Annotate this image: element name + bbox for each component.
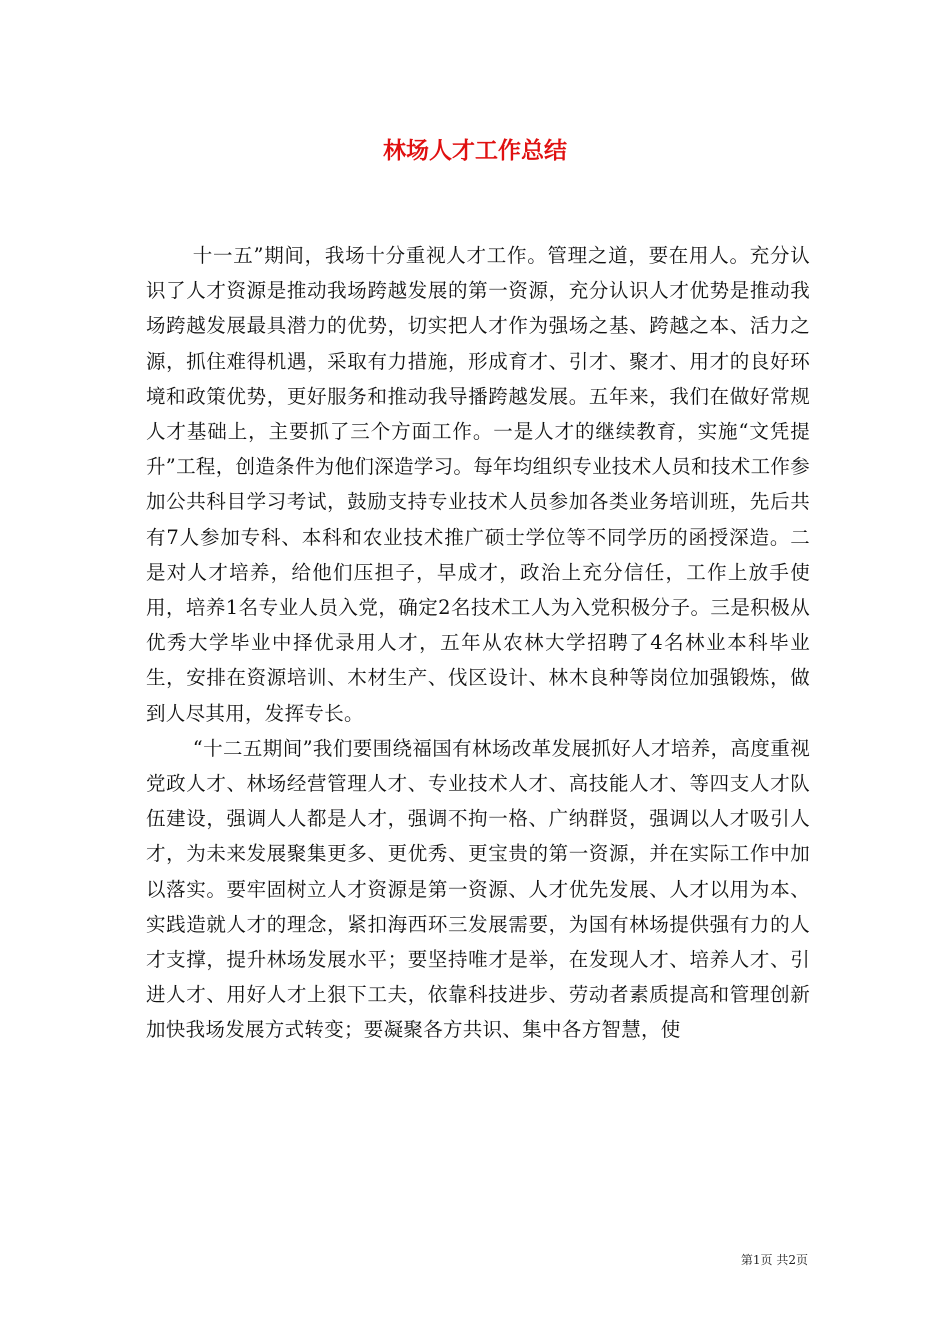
paragraph-1: 十一五”期间，我场十分重视人才工作。管理之道，要在用人。充分认识了人才资源是推动我场跨越发展的第一资源，充分认识人才优势是推动我场跨越发展最具潜力的优势，切实把人才作为强场之基、跨越之本、活力之源，抓住难得机遇，采取有力措施，形成育才、引才、聚才、用才的良好环境和政策优势，更好服务和推动我导播跨越发展。五年来，我们在做好常规人才基础上，主要抓了三个方面工作。一是人才的继续教育，实施“文凭提升”工程，创造条件为他们深造学习。每年均组织专业技术人员和技术工作参加公共科目学习考试，鼓励支持专业技术人员参加各类业务培训班，先后共有7人参加专科、本科和农业技术推广硕士学位等不同学历的函授深造。二是对人才培养，给他们压担子，早成才，政治上充分信任，工作上放手使用，培养1名专业人员入党，确定2名技术工人为入党积极分子。三是积极从优秀大学毕业中择优录用人才，五年从农林大学招聘了4名林业本科毕业生，安排在资源培训、木材生产、伐区设计、林木良种等岗位加强锻炼，做到人尽其用，发挥专长。: [146, 244, 810, 725]
document-body: [146, 238, 810, 1048]
paragraph-2: “十二五期间”我们要围绕福国有林场改革发展抓好人才培养，高度重视党政人才、林场经营管理人才、专业技术人才、高技能人才、等四支人才队伍建设，强调人人都是人才，强调不拘一格、广纳群贤，强调以人才吸引人才，为未来发展聚集更多、更优秀、更宝贵的第一资源，并在实际工作中加以落实。要牢固树立人才资源是第一资源、人才优先发展、人才以用为本、实践造就人才的理念，紧扣海西环三发展需要，为国有林场提供强有力的人才支撑，提升林场发展水平；要坚持唯才是举，在发现人才、培养人才、引进人才、用好人才上狠下工夫，依靠科技进步、劳动者素质提高和管理创新加快我场发展方式转变；要凝聚各方共识、集中各方智慧，使: [146, 736, 810, 1042]
document-title: 林场人才工作总结: [383, 137, 567, 164]
page-number: 第1页 共2页: [740, 1253, 808, 1267]
